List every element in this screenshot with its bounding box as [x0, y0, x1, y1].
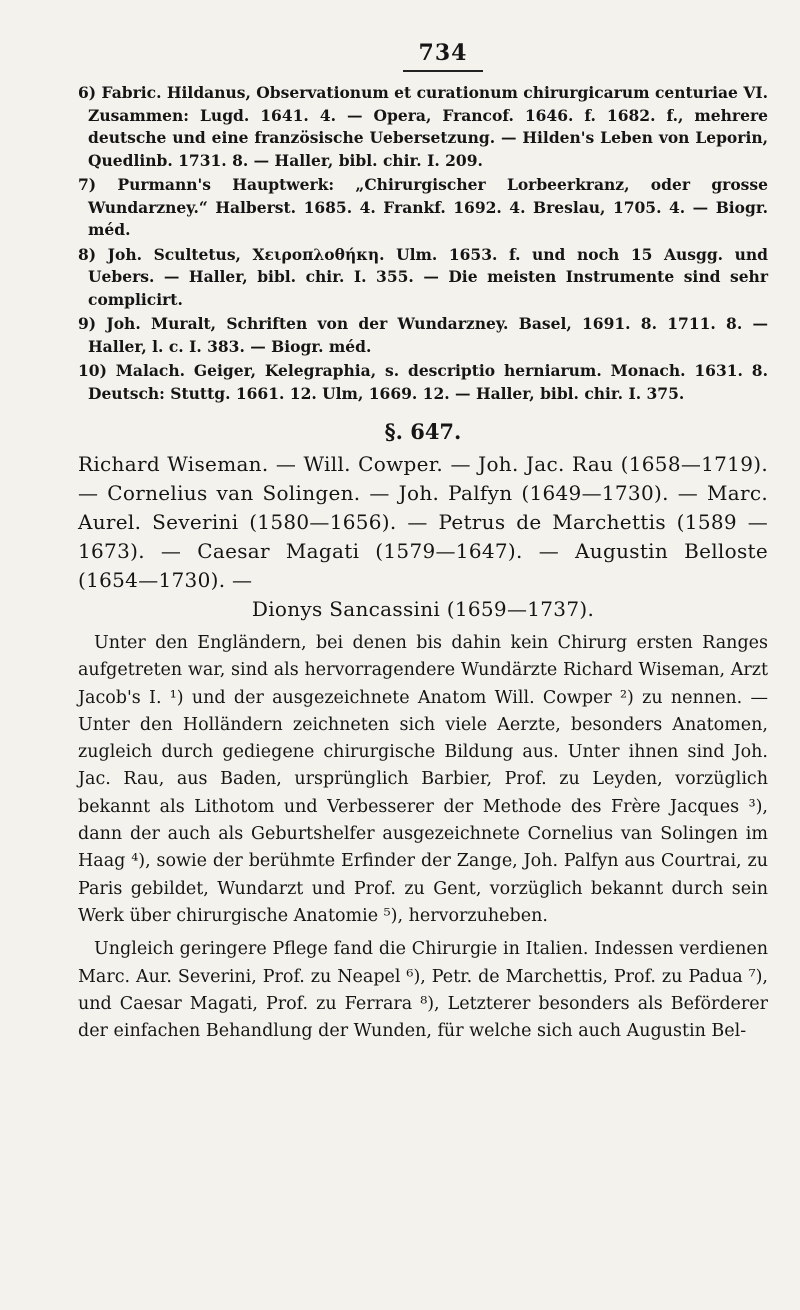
footnotes [78, 82, 768, 405]
page-number: 734 [418, 40, 468, 66]
footnote-7: 7) Purmann's Hauptwerk: „Chirurgischer Lorbeerkranz, oder grosse Wundarzney.“ Halberst. 1685. 4. Frankf. 1692. 4. Breslau, 1705. 4. — Biogr. méd. [78, 175, 768, 239]
document-page [78, 40, 768, 1051]
section-title: §. 647. [384, 419, 462, 444]
heading-last-line: Dionys Sancassini (1659—1737). [251, 597, 595, 621]
paragraph-1: Unter den Engländern, bei denen bis dahin kein Chirurg ersten Ranges aufgetreten war, sind als hervorragendere Wundärzte Richard Wiseman, Arzt Jacob's I. ¹) und der ausgezeichnete Anatom Will. Cowper ²) zu nennen. — Unter den Holländern zeichneten sich viele Aerzte, besonders Anatomen, zugleich durch gediegene chirurgische Bildung aus. Unter ihnen sind Joh. Jac. Rau, aus Baden, ursprünglich Barbier, Prof. zu Leyden, vorzüglich bekannt als Lithotom und Verbesserer der Methode des Frère Jacques ³), dann der auch als Geburtshelfer ausgezeichnete Cornelius van Solingen im Haag ⁴), sowie der berühmte Erfinder der Zange, Joh. Palfyn aus Courtrai, zu Paris gebildet, Wundarzt und Prof. zu Gent, vorzüglich bekannt durch sein Werk über chirurgische Anatomie ⁵), hervorzuheben. [78, 633, 768, 926]
page-number-rule [403, 70, 483, 72]
section-heading [78, 450, 768, 624]
footnote-9: 9) Joh. Muralt, Schriften von der Wundarzney. Basel, 1691. 8. 1711. 8. — Haller, l. c. I. 383. — Biogr. méd. [78, 314, 768, 356]
heading-names: Richard Wiseman. — Will. Cowper. — Joh. Jac. Rau (1658—1719). — Cornelius van Solingen. — Joh. Palfyn (1649—1730). — Marc. Aurel. Severini (1580—1656). — Petrus de Marchettis (1589 — 1673). — Caesar Magati (1579—1647). — Augustin Belloste (1654—1730). — [78, 452, 768, 592]
body-text [78, 630, 768, 1045]
footnote-6: 6) Fabric. Hildanus, Observationum et curationum chirurgicarum centuriae VI. Zusammen: Lugd. 1641. 4. — Opera, Francof. 1646. f. 1682. f., mehrere deutsche und eine französische Uebersetzung. — Hilden's Leben von Leporin, Quedlinb. 1731. 8. — Haller, bibl. chir. I. 209. [78, 83, 768, 170]
paragraph-2: Ungleich geringere Pflege fand die Chirurgie in Italien. Indessen verdienen Marc. Aur. Severini, Prof. zu Neapel ⁶), Petr. de Marchettis, Prof. zu Padua ⁷), und Caesar Magati, Prof. zu Ferrara ⁸), Letzterer besonders als Beförderer der einfachen Behandlung der Wunden, für welche sich auch Augustin Bel- [78, 939, 768, 1042]
footnote-10: 10) Malach. Geiger, Kelegraphia, s. descriptio herniarum. Monach. 1631. 8. Deutsch: Stuttg. 1661. 12. Ulm, 1669. 12. — Haller, bibl. chir. I. 375. [78, 361, 768, 403]
footnote-8: 8) Joh. Scultetus, Χειροπλοθήκη. Ulm. 1653. f. und noch 15 Ausgg. und Uebers. — Haller, bibl. chir. I. 355. — Die meisten Instrumente sind sehr complicirt. [78, 244, 768, 309]
